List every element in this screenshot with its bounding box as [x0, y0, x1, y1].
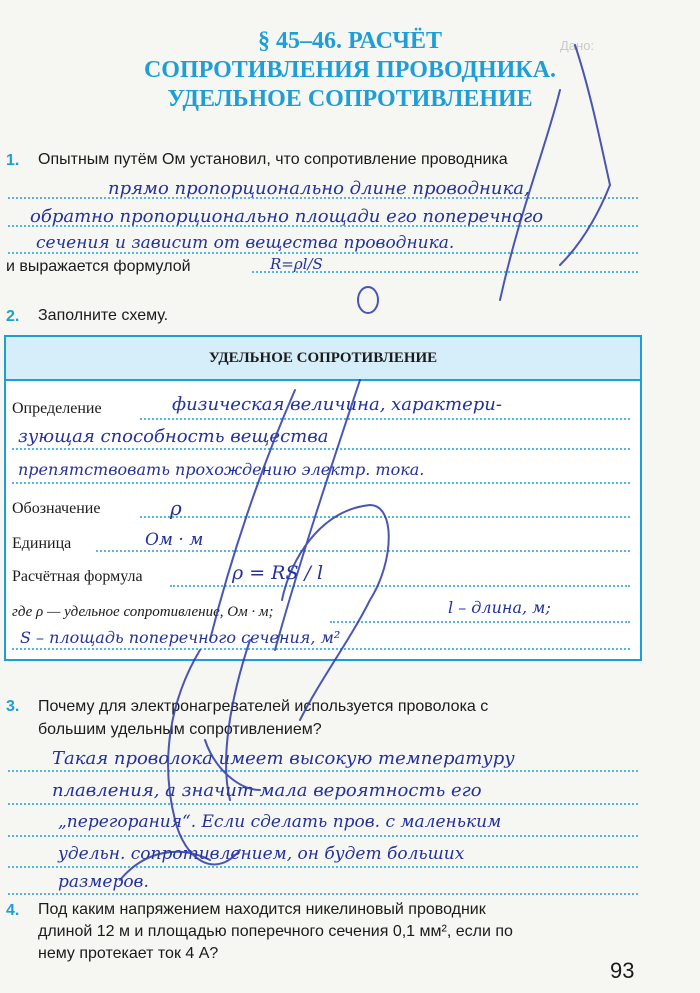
calc-formula-answer[interactable]: ρ = RS / l — [232, 562, 324, 584]
q3-answer-line3[interactable]: „перегорания“. Если сделать пров. с маленьким — [58, 812, 502, 832]
section-title-line3: УДЕЛЬНОЕ СОПРОТИВЛЕНИЕ — [167, 86, 533, 112]
definition-label: Определение — [12, 400, 102, 417]
scribble-stroke — [282, 505, 389, 720]
definition-answer-line2[interactable]: зующая способность вещества — [18, 426, 329, 447]
scheme-box-title: УДЕЛЬНОЕ СОПРОТИВЛЕНИЕ — [6, 337, 640, 381]
scribble-stroke — [168, 650, 240, 864]
where-answer-line2[interactable]: S – площадь поперечного сечения, м² — [20, 628, 341, 647]
q3-answer-line4[interactable]: удельн. сопротивлением, он будет больших — [58, 844, 465, 864]
where-note: где ρ — удельное сопротивление, Ом · м; — [12, 604, 274, 620]
question-1-number: 1. — [6, 152, 20, 169]
scribble-stroke — [205, 740, 260, 790]
question-4-number: 4. — [6, 902, 20, 919]
question-2-number: 2. — [6, 308, 20, 325]
scribble-stroke — [575, 45, 610, 185]
question-4-text-line2: длиной 12 м и площадью поперечного сечения 0,1 мм², если по — [38, 923, 513, 940]
q1-formula-answer[interactable]: R=ρl/S — [270, 255, 323, 273]
calc-formula-label: Расчётная формула — [12, 568, 143, 585]
q1-answer-line2[interactable]: обратно пропорционально площади его поперечного — [30, 206, 544, 227]
q1-answer-line1[interactable]: прямо пропорционально длине проводника, — [108, 178, 530, 199]
scribble-stroke — [275, 380, 360, 650]
section-title-line1: § 45–46. РАСЧЁТ — [257, 28, 443, 54]
scribble-stroke — [120, 852, 210, 880]
question-4-text-line3: нему протекает ток 4 А? — [38, 945, 219, 962]
unit-label: Единица — [12, 535, 72, 552]
q3-answer-line5[interactable]: размеров. — [58, 872, 149, 892]
where-answer-line1[interactable]: l – длина, м; — [448, 598, 551, 617]
notation-label: Обозначение — [12, 500, 101, 517]
question-3-text-line2: большим удельным сопротивлением? — [38, 721, 322, 738]
question-4-text-line1: Под каким напряжением находится никелиновый проводник — [38, 901, 486, 918]
q1-formula-label: и выражается формулой — [6, 258, 191, 275]
scribble-stroke — [210, 390, 295, 640]
scribble-stroke — [500, 90, 560, 300]
q3-answer-line1[interactable]: Такая проволока имеет высокую температуру — [52, 748, 515, 769]
unit-answer[interactable]: Ом · м — [145, 530, 204, 550]
notation-answer[interactable]: ρ — [170, 496, 182, 520]
scribble-circle — [358, 287, 378, 313]
question-3-text-line1: Почему для электронагревателей используется проволока с — [38, 698, 489, 715]
question-1-text: Опытным путём Ом установил, что сопротивление проводника — [38, 151, 508, 168]
definition-answer-line1[interactable]: физическая величина, характери- — [172, 394, 502, 415]
definition-answer-line3[interactable]: препятствовать прохождению электр. тока. — [18, 460, 425, 479]
show-through-text: Дано: — [560, 38, 595, 53]
section-title-line2: СОПРОТИВЛЕНИЯ ПРОВОДНИКА. — [143, 57, 557, 83]
question-3-number: 3. — [6, 698, 20, 715]
question-2-text: Заполните схему. — [38, 307, 169, 324]
q1-answer-line3[interactable]: сечения и зависит от вещества проводника. — [36, 233, 455, 253]
page-number: 93 — [610, 958, 635, 983]
scribble-stroke — [560, 185, 610, 265]
q3-answer-line2[interactable]: плавления, а значит мала вероятность его — [52, 780, 482, 801]
